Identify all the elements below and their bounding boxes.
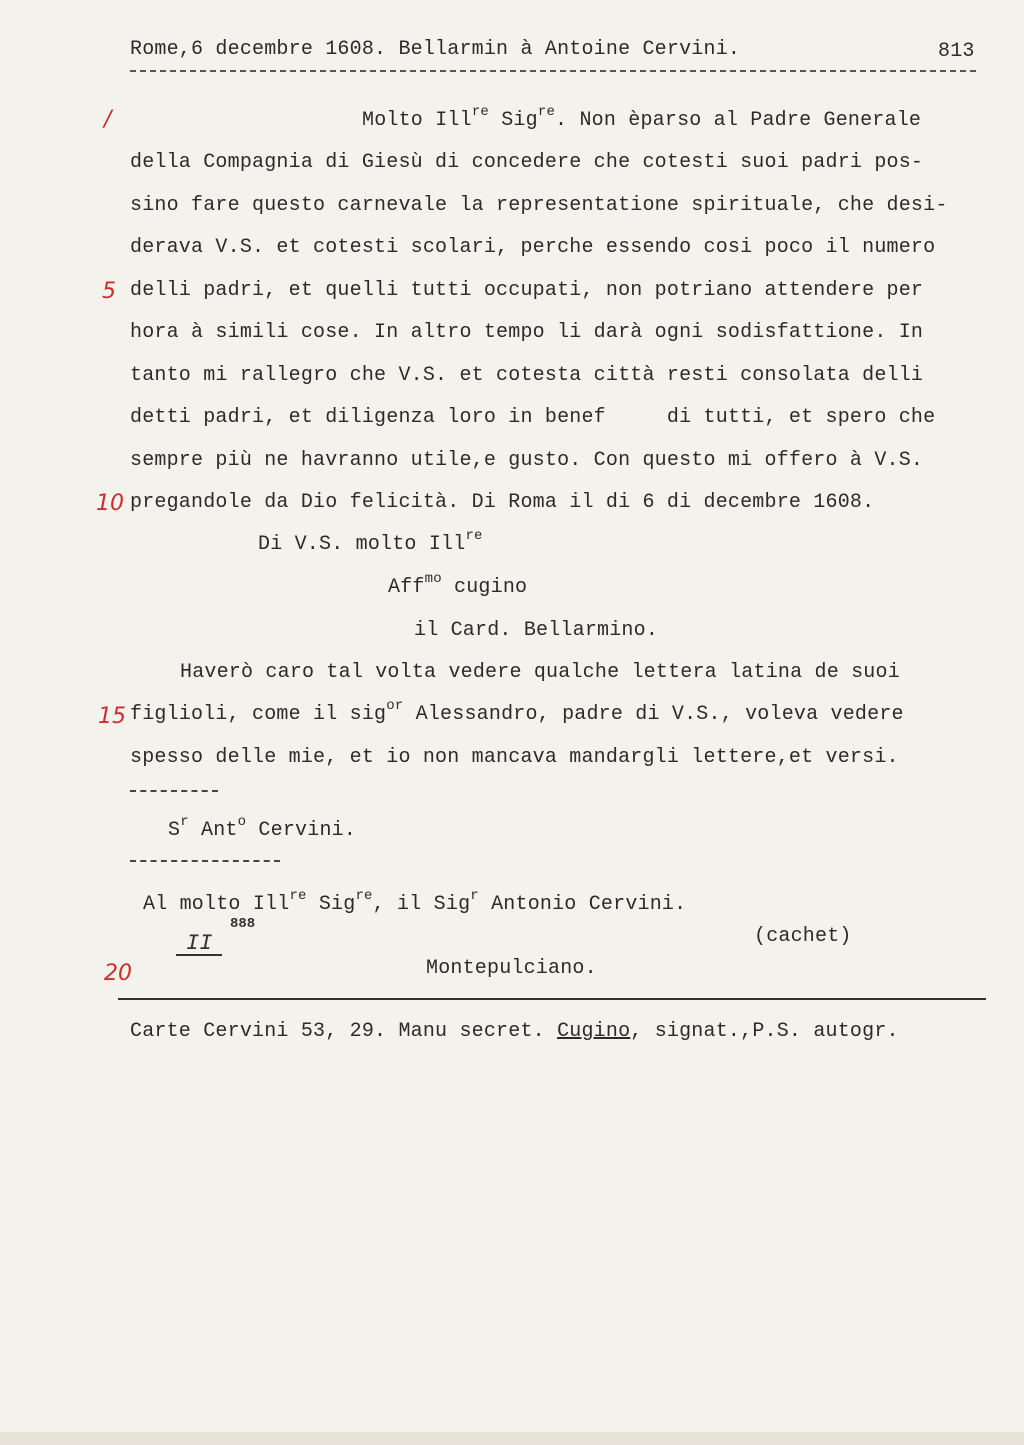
letter-line: della Compagnia di Giesù di concedere che cotesti suoi padri pos-: [130, 151, 924, 174]
letter-line: detti padri, et diligenza loro in benef di tutti, et spero che: [130, 406, 936, 429]
margin-number-15: 15: [98, 704, 126, 729]
page-bottom-edge: [0, 1432, 1024, 1445]
letter-line: hora à simili cose. In altro tempo li darà ogni sodisfattione. In: [130, 321, 924, 344]
address-line: Al molto Ill$^{re}$ Sig$^{re}$, il Sig$^r$ Antonio Cervini.: [143, 888, 687, 916]
address-place: Montepulciano.: [426, 957, 597, 980]
short-dashed-rule: [130, 790, 218, 792]
letter-line: sino fare questo carnevale la representatione spirituale, che desi-: [130, 194, 948, 217]
letter-signature: il Card. Bellarmino.: [414, 619, 659, 642]
letter-line: derava V.S. et cotesti scolari, perche essendo cosi poco il numero: [130, 236, 936, 259]
letter-closing: Di V.S. molto Ill$^{re}$: [258, 528, 483, 556]
medium-dashed-rule: [130, 860, 280, 862]
margin-number-5: 5: [102, 279, 116, 304]
postscript-line: figlioli, come il sig$^{or}$ Alessandro, padre di V.S., voleva vedere: [130, 698, 904, 726]
letter-line: tanto mi rallegro che V.S. et cotesta città resti consolata delli: [130, 364, 924, 387]
recipient-note: $S^r$ Ant$^o$ Cervini.: [168, 814, 357, 842]
footer-rule: [118, 998, 986, 1000]
page-number: 813: [938, 40, 975, 63]
margin-number-10: 10: [96, 491, 124, 516]
letter-line: pregandole da Dio felicità. Di Roma il di 6 di decembre 1608.: [130, 491, 875, 514]
postscript-line: Haverò caro tal volta vedere qualche lettera latina de suoi: [180, 661, 900, 684]
seal-mark: 888: [230, 916, 256, 932]
letter-closing-cousin: Aff$^{mo}$ cugino: [388, 571, 528, 599]
cachet-label: (cachet): [754, 925, 852, 948]
postscript-line: spesso delle mie, et io non mancava mandargli lettere,et versi.: [130, 746, 899, 769]
margin-number-20: 20: [104, 961, 132, 986]
footer-note: Carte Cervini 53, 29. Manu secret. Cugino, signat.,P.S. autogr.: [130, 1020, 899, 1043]
handwritten-mark: II: [176, 934, 222, 956]
page-header-title: Rome,6 decembre 1608. Bellarmin à Antoine Cervini.: [130, 38, 741, 61]
margin-number-1: /: [104, 107, 112, 132]
letter-line: delli padri, et quelli tutti occupati, non potriano attendere per: [130, 279, 924, 302]
letter-salutation: Molto Ill$^{re}$ Sig$^{re}$. Non èparso al Padre Generale: [362, 104, 922, 132]
header-dashed-rule: [130, 70, 976, 72]
letter-line: sempre più ne havranno utile,e gusto. Con questo mi offero à V.S.: [130, 449, 924, 472]
